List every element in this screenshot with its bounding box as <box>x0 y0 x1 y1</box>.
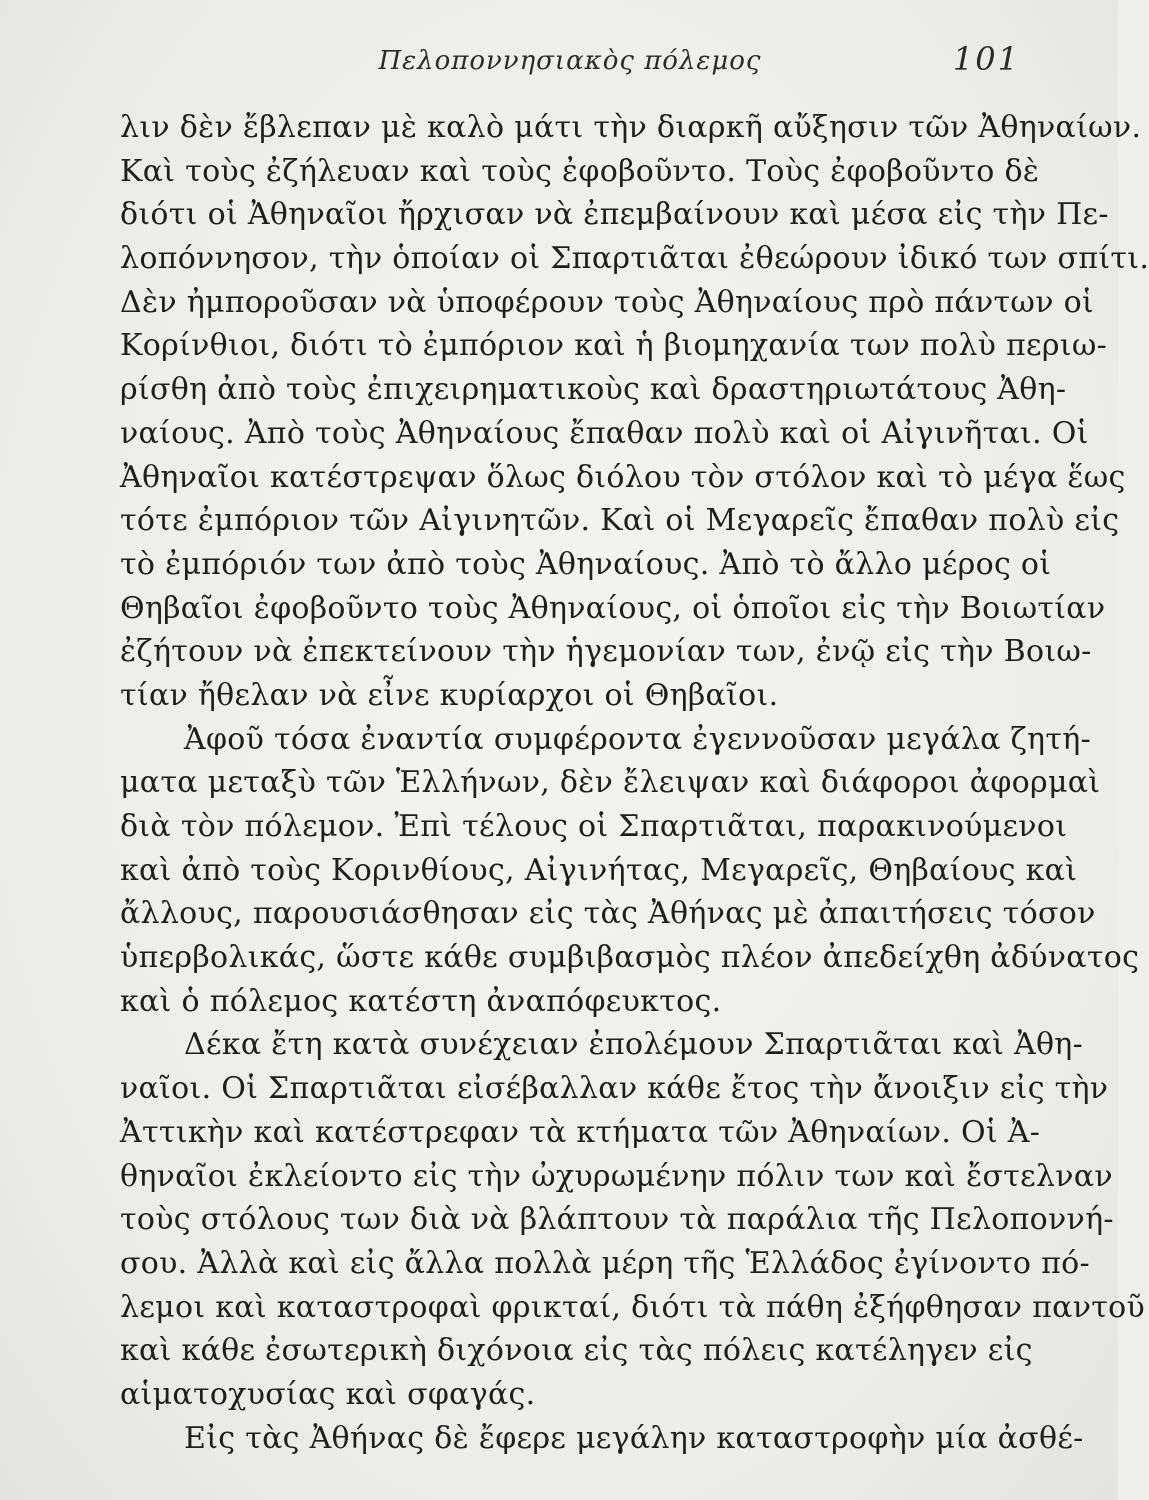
text-line: ματα μεταξὺ τῶν Ἑλλήνων, δὲν ἔλειψαν καὶ διάφοροι ἀφορμαὶ <box>120 765 1101 801</box>
text-line: καὶ ἀπὸ τοὺς Κορινθίους, Αἰγινήτας, Μεγαρεῖς, Θηβαίους καὶ <box>120 852 1078 888</box>
text-line: ρίσθη ἀπὸ τοὺς ἐπιχειρηματικοὺς καὶ δραστηριωτάτους Ἀθη- <box>120 372 1067 408</box>
text-line: καὶ κάθε ἐσωτερικὴ διχόνοια εἰς τὰς πόλεις κατέληγεν εἰς <box>120 1333 1033 1369</box>
text-line: ἄλλους, παρουσιάσθησαν εἰς τὰς Ἀθήνας μὲ ἀπαιτήσεις τόσον <box>120 896 1096 932</box>
text-line: διὰ τὸν πόλεμον. Ἐπὶ τέλους οἱ Σπαρτιᾶται, παρακινούμενοι <box>120 809 1068 844</box>
text-line: λοπόννησον, τὴν ὁποίαν οἱ Σπαρτιᾶται ἐθεώρουν ἰδικό των σπίτι. <box>120 241 1149 277</box>
text-line: τότε ἐμπόριον τῶν Αἰγινητῶν. Καὶ οἱ Μεγαρεῖς ἔπαθαν πολὺ εἰς <box>120 503 1120 539</box>
text-line: λιν δὲν ἔβλεπαν μὲ καλὸ μάτι τὴν διαρκῆ αὔξησιν τῶν Ἀθηναίων. <box>120 110 1142 145</box>
text-line: Ἀθηναῖοι κατέστρεψαν ὅλως διόλου τὸν στόλον καὶ τὸ μέγα ἕως <box>120 459 1126 495</box>
running-head <box>120 40 1020 84</box>
text-line: τίαν ἤθελαν νὰ εἶνε κυρίαρχοι οἱ Θηβαῖοι. <box>120 677 779 713</box>
text-line: Καὶ τοὺς ἐζήλευαν καὶ τοὺς ἐφοβοῦντο. Τοὺς ἐφοβοῦντο δὲ <box>120 153 1040 189</box>
text-line: Ἀττικὴν καὶ κατέστρεφαν τὰ κτήματα τῶν Ἀθηναίων. Οἱ Ἀ- <box>120 1114 1041 1150</box>
text-line: ναίους. Ἀπὸ τοὺς Ἀθηναίους ἔπαθαν πολὺ καὶ οἱ Αἰγινῆται. Οἱ <box>120 415 1089 451</box>
text-line: αἱματοχυσίας καὶ σφαγάς. <box>120 1376 536 1412</box>
text-line: Θηβαῖοι ἐφοβοῦντο τοὺς Ἀθηναίους, οἱ ὁποῖοι εἰς τὴν Βοιωτίαν <box>120 590 1106 626</box>
page-number: 101 <box>952 40 1020 78</box>
text-line: Εἰς τὰς Ἀθήνας δὲ ἔφερε μεγάλην καταστροφὴν μία ἀσθέ- <box>184 1420 1084 1456</box>
text-line: τοὺς στόλους των διὰ νὰ βλάπτουν τὰ παράλια τῆς Πελοποννή- <box>120 1202 1114 1238</box>
text-line: σου. Ἀλλὰ καὶ εἰς ἄλλα πολλὰ μέρη τῆς Ἑλλάδος ἐγίνοντο πό- <box>120 1245 1090 1281</box>
text-line: λεμοι καὶ καταστροφαὶ φρικταί, διότι τὰ πάθη ἐξήφθησαν παντοῦ <box>120 1289 1146 1325</box>
text-line: καὶ ὁ πόλεμος κατέστη ἀναπόφευκτος. <box>120 983 722 1019</box>
body-text <box>120 106 1149 1460</box>
text-line: ἐζήτουν νὰ ἐπεκτείνουν τὴν ἡγεμονίαν των, ἐνῷ εἰς τὴν Βοιω- <box>120 634 1092 670</box>
text-line: Ἀφοῦ τόσα ἐναντία συμφέροντα ἐγεννοῦσαν μεγάλα ζητή- <box>184 721 1091 757</box>
text-line: διότι οἱ Ἀθηναῖοι ἤρχισαν νὰ ἐπεμβαίνουν καὶ μέσα εἰς τὴν Πε- <box>120 197 1109 233</box>
text-line: ὑπερβολικάς, ὥστε κάθε συμβιβασμὸς πλέον ἀπεδείχθη ἀδύνατος <box>120 940 1140 976</box>
text-line: Κορίνθιοι, διότι τὸ ἐμπόριον καὶ ἡ βιομηχανία των πολὺ περιω- <box>120 328 1108 364</box>
text-line: Δὲν ἠμποροῦσαν νὰ ὑποφέρουν τοὺς Ἀθηναίους πρὸ πάντων οἱ <box>120 284 1094 320</box>
text-line: ναῖοι. Οἱ Σπαρτιᾶται εἰσέβαλλαν κάθε ἔτος τὴν ἄνοιξιν εἰς τὴν <box>120 1071 1109 1107</box>
running-title: Πελοποννησιακὸς πόλεμος <box>378 46 762 76</box>
text-line: θηναῖοι ἐκλείοντο εἰς τὴν ὠχυρωμένην πόλιν των καὶ ἔστελναν <box>120 1158 1113 1194</box>
text-line: τὸ ἐμπόριόν των ἀπὸ τοὺς Ἀθηναίους. Ἀπὸ τὸ ἄλλο μέρος οἱ <box>120 546 1052 582</box>
text-line: Δέκα ἔτη κατὰ συνέχειαν ἐπολέμουν Σπαρτιᾶται καὶ Ἀθη- <box>184 1027 1084 1063</box>
